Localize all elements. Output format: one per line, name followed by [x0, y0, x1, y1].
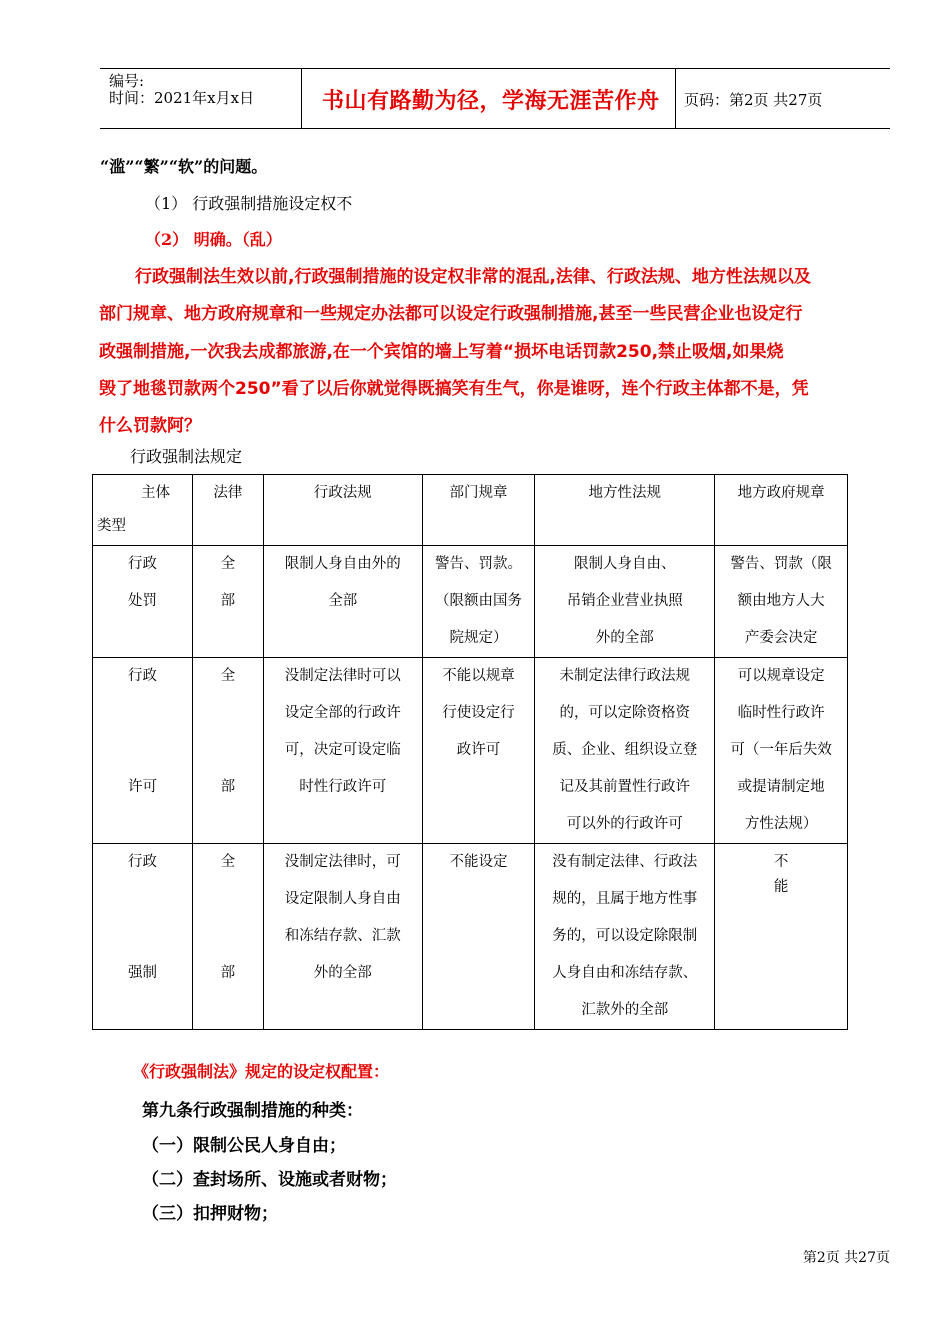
- table-cell: [192, 844, 263, 1030]
- article-item: （三）扣押财物；: [142, 1204, 278, 1224]
- red-paragraph-line: 行政强制法生效以前,行政强制措施的设定权非常的混乱,法律、行政法规、地方性法规以及: [135, 267, 811, 287]
- cell-text: 院规定）: [449, 630, 508, 646]
- table-cell: [422, 658, 535, 844]
- cell-text: 没制定法律时可以: [284, 668, 401, 684]
- cell-text: 警告、罚款（限: [730, 556, 832, 572]
- cell-text: 行使设定行: [442, 705, 515, 721]
- header-text: 主体: [141, 485, 170, 501]
- table-caption: 行政强制法规定: [130, 447, 243, 466]
- list-item-2: （2） 明确。（乱）: [145, 230, 282, 249]
- cell-text: 的，可以定除资格资: [559, 705, 691, 721]
- table-cell: [715, 658, 848, 844]
- red-paragraph-line: 政强制措施,一次我去成都旅游,在一个宾馆的墙上写着“损坏电话罚款250,禁止吸烟,如果烧: [99, 342, 784, 362]
- table-header-row: [93, 475, 848, 546]
- cell-text: 限制人身自由外的: [284, 556, 401, 572]
- cell-text: 部: [220, 593, 236, 609]
- cell-text: 或提请制定地: [737, 779, 825, 795]
- header-cell-admin-regulation: [263, 475, 422, 546]
- document-time-label: 时间：2021年x月x日: [109, 89, 255, 107]
- cell-text: 设定限制人身自由: [284, 891, 401, 907]
- header-text: 部门规章: [449, 485, 508, 501]
- cell-text: 记及其前置性行政许: [559, 779, 691, 795]
- cell-text: 未制定法律行政法规: [559, 668, 691, 684]
- header-divider: [675, 68, 676, 128]
- cell-text: 强制: [127, 965, 157, 981]
- footer-page-number: 第2页 共27页: [802, 1250, 890, 1266]
- cell-text: 临时性行政许: [737, 705, 825, 721]
- cell-text: 全部: [328, 593, 358, 609]
- table-row: [93, 844, 848, 1030]
- cell-text: 行政: [127, 668, 157, 684]
- cell-text: 吊销企业营业执照: [566, 593, 683, 609]
- cell-text: 设定全部的行政许: [284, 705, 401, 721]
- cell-text: 可（一年后失效: [730, 742, 832, 758]
- table-cell: [715, 844, 848, 1030]
- article-heading: 第九条行政强制措施的种类：: [142, 1101, 363, 1121]
- table-cell: [192, 658, 263, 844]
- cell-text: 产委会决定: [744, 630, 818, 646]
- article-item: （一）限制公民人身自由；: [142, 1136, 346, 1156]
- table-cell: [263, 844, 422, 1030]
- table-cell: [422, 844, 535, 1030]
- cell-text: 没有制定法律、行政法: [552, 854, 698, 870]
- cell-text: 汇款外的全部: [581, 1002, 669, 1018]
- cell-text: 部: [220, 965, 236, 981]
- header-top-rule: [100, 68, 890, 69]
- header-cell-law: [192, 475, 263, 546]
- cell-text: 可以外的行政许可: [566, 816, 683, 832]
- cell-text: 行政: [127, 854, 157, 870]
- authority-table: [92, 474, 848, 1030]
- cell-text: 额由地方人大: [737, 593, 825, 609]
- cell-text: 规的，且属于地方性事: [552, 891, 698, 907]
- table-cell: [535, 658, 715, 844]
- header-text: 法律: [213, 485, 243, 501]
- cell-text: 限制人身自由、: [574, 556, 676, 572]
- table-cell: [263, 546, 422, 658]
- cell-text: 务的，可以设定除限制: [552, 928, 698, 944]
- header-cell-subject: [93, 475, 193, 546]
- cell-text: 许可: [127, 779, 157, 795]
- cell-text: （限额由国务: [435, 593, 523, 609]
- cell-text: 政许可: [456, 742, 501, 758]
- cell-text: 不: [773, 854, 789, 870]
- article-item: （二）查封场所、设施或者财物；: [142, 1170, 397, 1190]
- table-cell: [715, 546, 848, 658]
- cell-text: 处罚: [127, 593, 157, 609]
- cell-text: 可，决定可设定临: [284, 742, 401, 758]
- intro-line: “滥”“繁”“软”的问题。: [100, 157, 268, 176]
- cell-text: 外的全部: [313, 965, 372, 981]
- cell-text: 不能设定: [449, 854, 508, 870]
- header-motto: 书山有路勤为径，学海无涯苦作舟: [322, 88, 660, 114]
- red-paragraph-line: 什么罚款阿？: [99, 416, 201, 436]
- red-paragraph-line: 毁了地毯罚款两个250”看了以后你就觉得既搞笑有生气，你是谁呀，连个行政主体都不是，凭: [99, 379, 809, 399]
- table-cell: [535, 546, 715, 658]
- table-cell: [93, 658, 193, 844]
- red-paragraph-line: 部门规章、地方政府规章和一些规定办法都可以设定行政强制措施,甚至一些民营企业也设定行: [99, 304, 803, 324]
- table-cell: [263, 658, 422, 844]
- cell-text: 不能以规章: [442, 668, 515, 684]
- header-page-label: 页码：第2页 共27页: [684, 91, 823, 109]
- table-cell: [535, 844, 715, 1030]
- table-cell: [422, 546, 535, 658]
- table-cell: [93, 546, 193, 658]
- header-text: 类型: [97, 518, 126, 534]
- header-text: 地方政府规章: [737, 485, 825, 501]
- cell-text: 警告、罚款。: [435, 556, 523, 572]
- cell-text: 部: [220, 779, 236, 795]
- header-text: 行政法规: [313, 485, 372, 501]
- cell-text: 全: [220, 668, 236, 684]
- section-title: 《行政强制法》规定的设定权配置：: [133, 1062, 390, 1081]
- table-row: [93, 546, 848, 658]
- cell-text: 外的全部: [595, 630, 654, 646]
- header-cell-local-regulation: [535, 475, 715, 546]
- cell-text: 人身自由和冻结存款、: [552, 965, 698, 981]
- header-divider: [301, 68, 302, 128]
- cell-text: 没制定法律时，可: [284, 854, 401, 870]
- cell-text: 质、企业、组织设立登: [552, 742, 698, 758]
- cell-text: 可以规章设定: [737, 668, 825, 684]
- document-number-label: 编号:: [109, 72, 145, 90]
- cell-text: 行政: [127, 556, 157, 572]
- table-row: [93, 658, 848, 844]
- table-cell: [192, 546, 263, 658]
- cell-text: 全: [220, 556, 236, 572]
- cell-text: 时性行政许可: [299, 779, 387, 795]
- cell-text: 和冻结存款、汇款: [284, 928, 401, 944]
- header-cell-local-gov-rule: [715, 475, 848, 546]
- cell-text: 全: [220, 854, 236, 870]
- cell-text: 方性法规）: [744, 816, 818, 832]
- header-text: 地方性法规: [588, 485, 662, 501]
- cell-text: 能: [773, 879, 789, 895]
- header-bottom-rule: [100, 128, 890, 129]
- list-item-1: （1） 行政强制措施设定权不: [145, 194, 353, 213]
- table-cell: [93, 844, 193, 1030]
- header-cell-dept-rule: [422, 475, 535, 546]
